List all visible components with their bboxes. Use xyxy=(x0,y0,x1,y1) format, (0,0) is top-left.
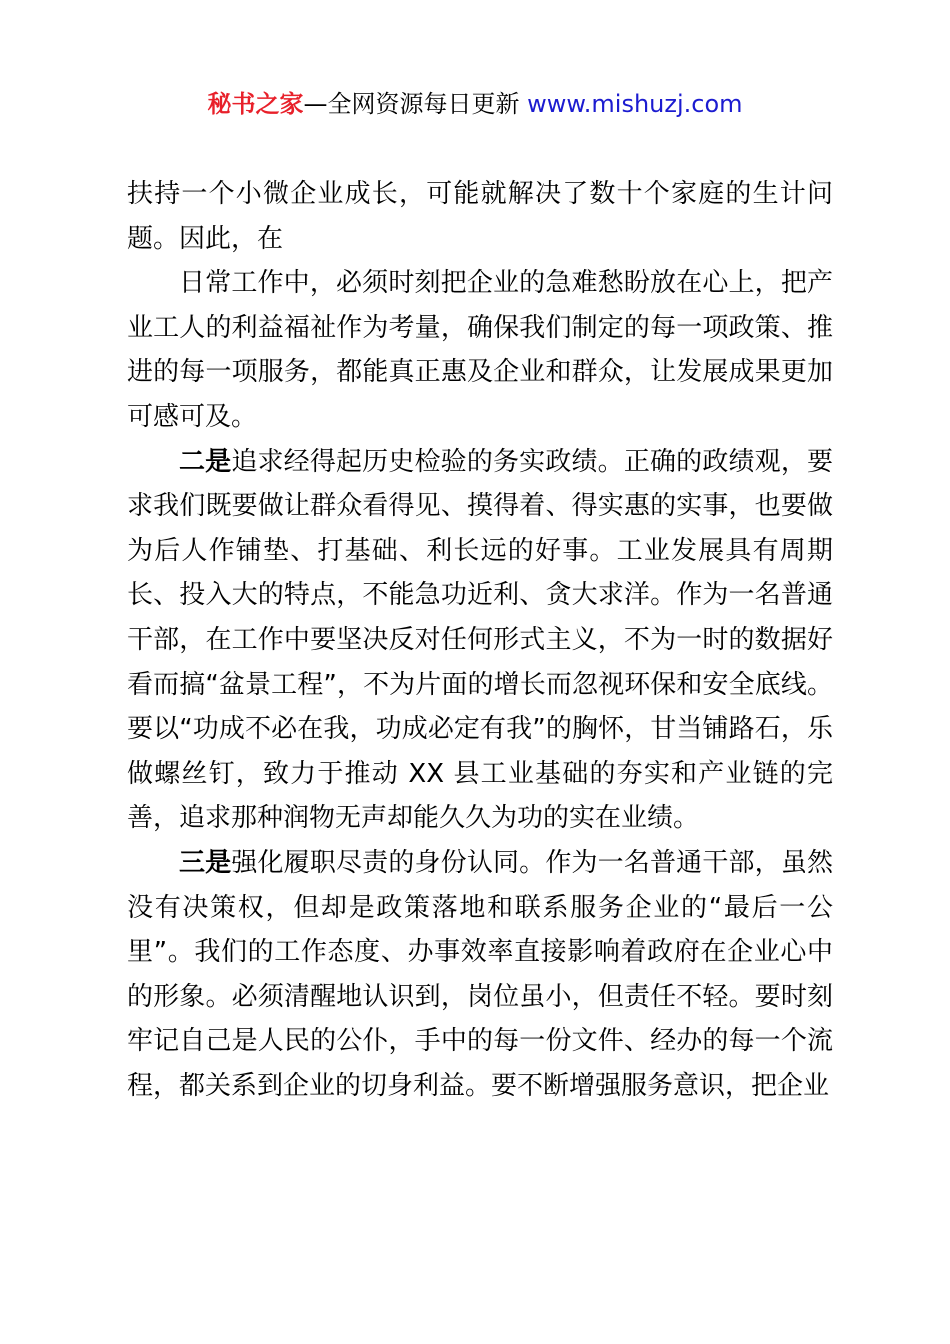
document-body xyxy=(127,172,833,1108)
brand-name: 秘书之家 xyxy=(207,90,304,118)
paragraph-4-lead: 三是 xyxy=(179,847,232,878)
website-link[interactable]: www.mishuzj.com xyxy=(527,90,743,118)
paragraph-2-text: 日常工作中，必须时刻把企业的急难愁盼放在心上，把产业工人的利益福祉作为考量，确保我们制定的每一项政策、推进的每一项服务，都能真正惠及企业和群众，让发展成果更加可感可及。 xyxy=(127,268,833,432)
paragraph-4-text: 强化履职尽责的身份认同。作为一名普通干部，虽然没有决策权，但却是政策落地和联系服务企业的“最后一公里”。我们的工作态度、办事效率直接影响着政府在企业心中的形象。必须清醒地认识到，岗位虽小，但责任不轻。要时刻牢记自己是人民的公仆，手中的每一份文件、经办的每一个流程，都关系到企业的切身利益。要不断增强服务意识，把企业 xyxy=(127,847,833,1101)
header-tagline: —全网资源每日更新 xyxy=(303,90,528,118)
paragraph-3 xyxy=(127,440,833,841)
page-header xyxy=(0,86,950,122)
paragraph-1 xyxy=(127,172,833,261)
paragraph-3-text: 追求经得起历史检验的务实政绩。正确的政绩观，要求我们既要做让群众看得见、摸得着、得实惠的实事，也要做为后人作铺垫、打基础、利长远的好事。工业发展具有周期长、投入大的特点，不能急功近利、贪大求洋。作为一名普通干部，在工作中要坚决反对任何形式主义，不为一时的数据好看而搞“盆景工程”，不为片面的增长而忽视环保和安全底线。要以“功成不必在我，功成必定有我”的胸怀，甘当铺路石，乐做螺丝钉，致力于推动 XX 县工业基础的夯实和产业链的完善，追求那种润物无声却能久久为功的实在业绩。 xyxy=(127,446,833,834)
paragraph-3-lead: 二是 xyxy=(179,446,232,477)
paragraph-4 xyxy=(127,841,833,1109)
paragraph-1-text: 扶持一个小微企业成长，可能就解决了数十个家庭的生计问题。因此，在 xyxy=(127,179,833,254)
paragraph-2 xyxy=(127,261,833,439)
